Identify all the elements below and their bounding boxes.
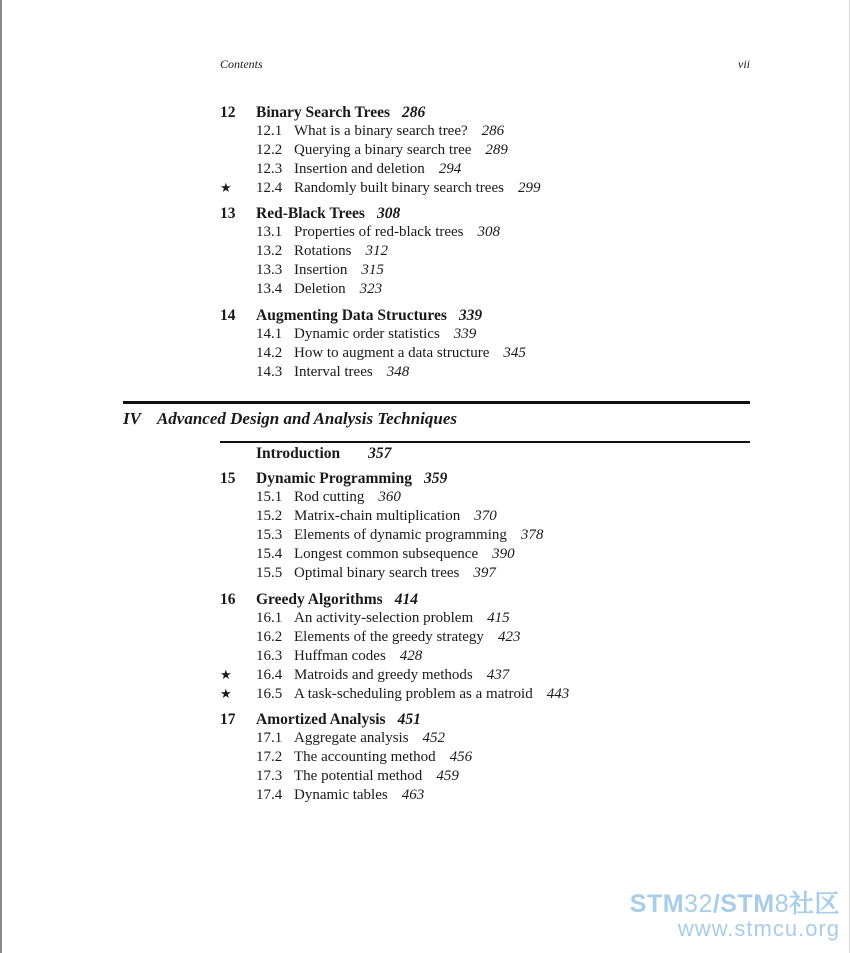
toc-section-15-4[interactable] (220, 546, 750, 565)
section-page: 452 (422, 730, 446, 746)
chapter-page: 414 (394, 591, 418, 608)
part-title: Advanced Design and Analysis Techniques (156, 409, 458, 428)
chapter-page: 451 (397, 711, 421, 728)
toc-section-14-3[interactable] (220, 364, 750, 383)
toc-section-16-3[interactable] (220, 648, 750, 667)
site-watermark (629, 889, 840, 941)
chapter-page: 286 (402, 104, 426, 121)
chapter-title: Dynamic Programming (256, 470, 412, 487)
section-title: Insertion (294, 262, 348, 279)
chapter-number: 16 (220, 591, 236, 608)
star-icon: ★ (220, 686, 232, 702)
section-page: 443 (546, 686, 570, 703)
star-icon: ★ (220, 667, 232, 683)
section-title: Huffman codes (294, 648, 386, 665)
section-title: Deletion (294, 281, 346, 298)
chapter-heading[interactable] (220, 470, 750, 489)
section-number: 17.4 (256, 787, 283, 804)
toc-section-15-1[interactable] (220, 489, 750, 508)
section-number: 12.2 (256, 142, 283, 159)
section-number: 15.3 (256, 527, 283, 544)
toc-section-12-4[interactable] (220, 180, 750, 199)
toc-section-16-4[interactable] (220, 667, 750, 686)
toc-section-17-2[interactable] (220, 749, 750, 768)
section-title: Optimal binary search trees (294, 565, 460, 582)
section-title: Randomly built binary search trees (294, 180, 504, 197)
toc-chapter-16 (220, 591, 750, 705)
toc-section-15-5[interactable] (220, 565, 750, 584)
section-number: 17.2 (256, 749, 283, 766)
toc-chapter-12 (220, 104, 750, 199)
section-page: 289 (485, 142, 508, 159)
section-page: 378 (520, 527, 544, 544)
chapter-heading[interactable] (220, 591, 750, 610)
section-page: 456 (449, 749, 473, 766)
section-title: Matroids and greedy methods (294, 667, 473, 684)
section-number: 12.3 (256, 161, 283, 178)
part-numeral: IV (123, 409, 141, 428)
toc-section-16-2[interactable] (220, 629, 750, 648)
section-page: 397 (473, 565, 496, 582)
section-page: 286 (481, 123, 505, 139)
chapter-title: Binary Search Trees (256, 104, 391, 121)
section-number: 13.2 (256, 243, 283, 260)
toc-section-12-1[interactable] (220, 123, 750, 142)
section-page: 345 (503, 345, 526, 362)
toc-section-16-1[interactable] (220, 610, 750, 629)
section-title: Rotations (294, 243, 352, 260)
section-title: Rod cutting (294, 489, 365, 505)
toc-section-15-3[interactable] (220, 527, 750, 546)
section-number: 16.2 (256, 629, 283, 646)
section-number: 16.5 (256, 686, 283, 703)
section-number: 16.1 (256, 610, 283, 626)
section-page: 463 (401, 787, 425, 804)
section-title: An activity-selection problem (294, 610, 474, 626)
watermark-brand: STM32/STM8社区 (629, 889, 840, 918)
section-title: What is a binary search tree? (294, 123, 468, 139)
section-number: 16.3 (256, 648, 283, 665)
section-page: 437 (486, 667, 510, 684)
chapter-page: 359 (423, 470, 448, 487)
section-page: 312 (365, 243, 389, 260)
chapter-number: 13 (220, 205, 236, 222)
section-page: 299 (517, 180, 541, 197)
section-title: Insertion and deletion (294, 161, 425, 178)
watermark-url: www.stmcu.org (677, 915, 840, 941)
section-page: 323 (359, 281, 383, 298)
section-number: 15.5 (256, 565, 283, 582)
toc-section-15-2[interactable] (220, 508, 750, 527)
section-number: 15.4 (256, 546, 283, 563)
page-left-border (0, 0, 2, 953)
chapter-number: 12 (220, 104, 236, 121)
section-number: 12.4 (256, 180, 283, 197)
toc-section-13-2[interactable] (220, 243, 750, 262)
section-title: Interval trees (294, 364, 373, 381)
section-title: Matrix-chain multiplication (294, 508, 461, 525)
section-number: 13.1 (256, 224, 283, 240)
toc-section-17-4[interactable] (220, 787, 750, 806)
section-number: 17.3 (256, 768, 283, 785)
chapter-number: 15 (220, 470, 236, 487)
section-title: Aggregate analysis (294, 730, 409, 746)
section-title: Querying a binary search tree (294, 142, 472, 159)
section-title: Elements of dynamic programming (294, 527, 507, 544)
section-title: Dynamic order statistics (294, 326, 440, 342)
chapter-heading[interactable] (220, 307, 750, 326)
chapter-page: 339 (458, 307, 483, 324)
part-intro-rule (220, 441, 750, 443)
chapter-title: Amortized Analysis (256, 711, 386, 728)
part-divider-rule (123, 401, 750, 404)
section-title: How to augment a data structure (294, 345, 490, 362)
section-number: 14.1 (256, 326, 283, 342)
toc-section-13-3[interactable] (220, 262, 750, 281)
toc-section-13-1[interactable] (220, 224, 750, 243)
introduction-page: 357 (368, 445, 392, 462)
section-title: The accounting method (294, 749, 436, 766)
introduction-label: Introduction (256, 445, 341, 462)
running-header-page-number: vii (738, 57, 750, 71)
toc-section-13-4[interactable] (220, 281, 750, 300)
toc-section-12-2[interactable] (220, 142, 750, 161)
section-number: 14.3 (256, 364, 283, 381)
section-page: 339 (453, 326, 477, 342)
section-number: 15.1 (256, 489, 283, 505)
chapter-page: 308 (376, 205, 401, 222)
toc-section-17-3[interactable] (220, 768, 750, 787)
section-title: Longest common subsequence (294, 546, 479, 563)
toc-section-14-1[interactable] (220, 326, 750, 345)
toc-chapter-15 (220, 470, 750, 584)
section-number: 14.2 (256, 345, 283, 362)
section-page: 428 (399, 648, 423, 665)
section-title: Properties of red-black trees (294, 224, 464, 240)
toc-section-14-2[interactable] (220, 345, 750, 364)
section-page: 390 (492, 546, 515, 563)
section-page: 423 (497, 629, 521, 646)
section-page: 415 (487, 610, 510, 626)
section-title: Elements of the greedy strategy (294, 629, 484, 646)
chapter-heading[interactable] (220, 205, 750, 224)
star-icon: ★ (220, 180, 232, 196)
section-number: 13.3 (256, 262, 283, 279)
toc-chapter-14 (220, 307, 750, 383)
chapter-heading[interactable] (220, 104, 750, 123)
part-heading[interactable] (123, 409, 457, 429)
section-number: 12.1 (256, 123, 283, 139)
section-number: 13.4 (256, 281, 283, 298)
toc-section-16-5[interactable] (220, 686, 750, 705)
chapter-heading[interactable] (220, 711, 750, 730)
section-title: Dynamic tables (294, 787, 388, 804)
section-number: 15.2 (256, 508, 283, 525)
section-page: 308 (477, 224, 501, 240)
chapter-title: Augmenting Data Structures (256, 307, 447, 324)
section-page: 348 (386, 364, 410, 381)
part-introduction-entry[interactable] (256, 445, 391, 463)
section-title: A task-scheduling problem as a matroid (294, 686, 533, 703)
section-number: 16.4 (256, 667, 283, 684)
running-header-title: Contents (220, 57, 263, 71)
section-page: 360 (378, 489, 401, 505)
section-title: The potential method (294, 768, 423, 785)
section-page: 294 (438, 161, 462, 178)
chapter-number: 17 (220, 711, 236, 728)
chapter-title: Red-Black Trees (256, 205, 365, 222)
toc-section-17-1[interactable] (220, 730, 750, 749)
toc-section-12-3[interactable] (220, 161, 750, 180)
toc-chapter-13 (220, 205, 750, 300)
chapter-number: 14 (220, 307, 236, 324)
section-page: 370 (474, 508, 497, 525)
section-page: 459 (436, 768, 459, 785)
section-page: 315 (361, 262, 384, 279)
section-number: 17.1 (256, 730, 283, 746)
chapter-title: Greedy Algorithms (256, 591, 383, 608)
toc-chapter-17 (220, 711, 750, 806)
